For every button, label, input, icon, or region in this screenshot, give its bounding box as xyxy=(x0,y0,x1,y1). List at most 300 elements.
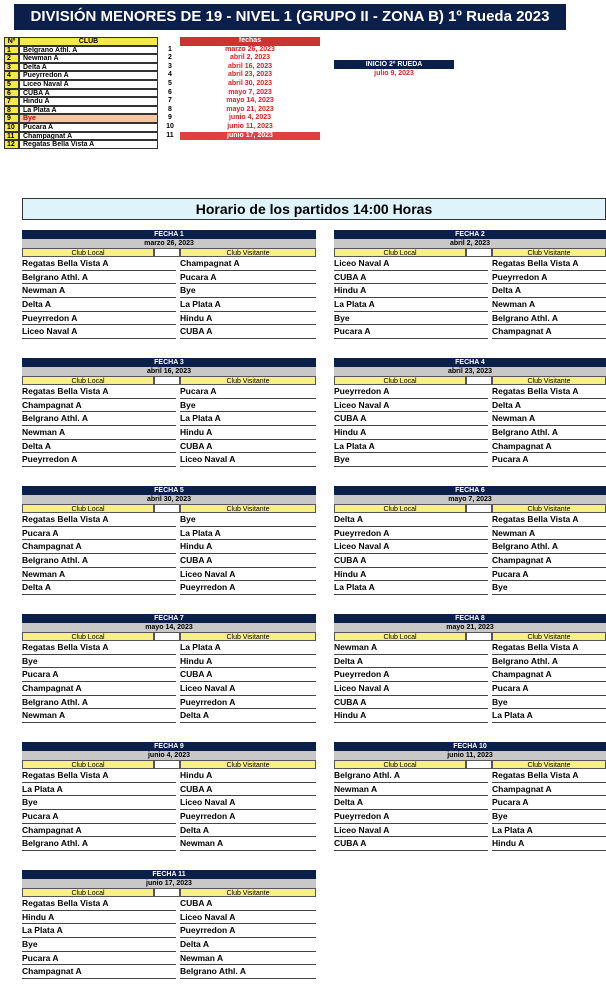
home-team: Regatas Bella Vista A xyxy=(22,769,176,783)
club-row xyxy=(4,123,158,132)
home-team: Regatas Bella Vista A xyxy=(22,513,176,527)
visitor-column-label: Club Visitante xyxy=(492,248,606,257)
home-team: Hindu A xyxy=(22,911,176,925)
round-title: FECHA 10 xyxy=(334,742,606,751)
club-name: Newman A xyxy=(19,54,158,63)
round-title: FECHA 6 xyxy=(334,486,606,495)
round-date: mayo 14, 2023 xyxy=(22,623,316,632)
club-name: La Plata A xyxy=(19,106,158,115)
match-row xyxy=(334,682,606,696)
date-index: 10 xyxy=(166,122,174,130)
away-team: Belgrano Athl. A xyxy=(492,655,606,669)
club-name: Delta A xyxy=(19,63,158,72)
match-row xyxy=(334,668,606,682)
club-number: 2 xyxy=(4,54,19,63)
local-column-label: Club Local xyxy=(22,888,154,897)
date-row xyxy=(160,63,320,72)
round-columns xyxy=(334,504,606,513)
home-team: Delta A xyxy=(334,655,488,669)
away-team: La Plata A xyxy=(492,824,606,838)
club-name-header: CLUB xyxy=(19,37,158,46)
away-team: Liceo Naval A xyxy=(180,911,316,925)
match-row xyxy=(22,837,316,851)
match-time-banner: Horario de los partidos 14:00 Horas xyxy=(22,198,606,220)
home-team: Delta A xyxy=(22,581,176,595)
match-row xyxy=(334,568,606,582)
date-index: 5 xyxy=(168,79,172,87)
column-gap xyxy=(466,248,492,257)
away-team: Newman A xyxy=(492,412,606,426)
away-team: Delta A xyxy=(492,399,606,413)
home-team: Newman A xyxy=(334,783,488,797)
match-row xyxy=(334,298,606,312)
match-row xyxy=(22,668,316,682)
match-row xyxy=(334,453,606,467)
match-row xyxy=(22,453,316,467)
match-row xyxy=(334,554,606,568)
away-team: Bye xyxy=(180,513,316,527)
round-block xyxy=(334,742,606,851)
club-number: 8 xyxy=(4,106,19,115)
home-team: Champagnat A xyxy=(22,682,176,696)
second-round-date: julio 9, 2023 xyxy=(374,70,414,77)
round-block xyxy=(334,486,606,595)
away-team: Regatas Bella Vista A xyxy=(492,641,606,655)
club-row xyxy=(4,97,158,106)
away-team: CUBA A xyxy=(180,668,316,682)
local-column-label: Club Local xyxy=(22,376,154,385)
round-columns xyxy=(334,760,606,769)
match-row xyxy=(334,527,606,541)
home-team: Hindu A xyxy=(334,709,488,723)
club-number: 7 xyxy=(4,97,19,106)
match-row xyxy=(334,440,606,454)
date-value: abril 16, 2023 xyxy=(228,62,272,70)
date-value: mayo 21, 2023 xyxy=(226,105,274,113)
away-team: Champagnat A xyxy=(492,440,606,454)
home-team: Newman A xyxy=(334,641,488,655)
match-row xyxy=(22,952,316,966)
away-team: Pueyrredon A xyxy=(180,696,316,710)
column-gap xyxy=(466,760,492,769)
club-name: Liceo Naval A xyxy=(19,80,158,89)
club-number: 1 xyxy=(4,46,19,55)
away-team: Pueyrredon A xyxy=(180,810,316,824)
match-row xyxy=(22,284,316,298)
home-team: Pueyrredon A xyxy=(334,527,488,541)
local-column-label: Club Local xyxy=(334,760,466,769)
round-columns xyxy=(22,248,316,257)
round-date: junio 4, 2023 xyxy=(22,751,316,760)
match-row xyxy=(22,709,316,723)
match-row xyxy=(22,810,316,824)
club-name: Belgrano Athl. A xyxy=(19,46,158,55)
home-team: Regatas Bella Vista A xyxy=(22,257,176,271)
home-team: Delta A xyxy=(334,513,488,527)
home-team: Newman A xyxy=(22,284,176,298)
home-team: CUBA A xyxy=(334,554,488,568)
round-columns xyxy=(334,376,606,385)
club-row xyxy=(4,71,158,80)
home-team: Delta A xyxy=(22,440,176,454)
away-team: Belgrano Athl. A xyxy=(492,312,606,326)
date-row xyxy=(160,46,320,55)
match-row xyxy=(22,682,316,696)
home-team: Newman A xyxy=(22,426,176,440)
club-row xyxy=(4,46,158,55)
match-row xyxy=(22,641,316,655)
home-team: Bye xyxy=(22,796,176,810)
match-row xyxy=(22,440,316,454)
date-row xyxy=(160,54,320,63)
round-columns xyxy=(22,632,316,641)
home-team: Newman A xyxy=(22,568,176,582)
date-index: 6 xyxy=(168,88,172,96)
away-team: La Plata A xyxy=(180,527,316,541)
away-team: Belgrano Athl. A xyxy=(180,965,316,979)
visitor-column-label: Club Visitante xyxy=(180,504,316,513)
club-number: 11 xyxy=(4,132,19,141)
dates-header: fechas xyxy=(180,37,320,46)
date-value: abril 2, 2023 xyxy=(229,54,271,62)
away-team: CUBA A xyxy=(180,440,316,454)
match-row xyxy=(22,568,316,582)
match-row xyxy=(22,298,316,312)
club-row xyxy=(4,63,158,72)
date-row xyxy=(160,106,320,115)
round-title: FECHA 9 xyxy=(22,742,316,751)
away-team: Champagnat A xyxy=(492,554,606,568)
round-date: junio 11, 2023 xyxy=(334,751,606,760)
away-team: Regatas Bella Vista A xyxy=(492,769,606,783)
date-value: junio 17, 2023 xyxy=(180,132,320,141)
local-column-label: Club Local xyxy=(334,632,466,641)
round-title: FECHA 2 xyxy=(334,230,606,239)
away-team: Belgrano Athl. A xyxy=(492,426,606,440)
home-team: Champagnat A xyxy=(22,824,176,838)
home-team: CUBA A xyxy=(334,696,488,710)
club-row xyxy=(4,132,158,141)
home-team: Newman A xyxy=(22,709,176,723)
round-block xyxy=(22,486,316,595)
home-team: Champagnat A xyxy=(22,540,176,554)
round-block xyxy=(22,614,316,723)
round-columns xyxy=(334,248,606,257)
match-row xyxy=(22,965,316,979)
round-date: abril 23, 2023 xyxy=(334,367,606,376)
away-team: Pueyrredon A xyxy=(180,581,316,595)
home-team: Pueyrredon A xyxy=(334,385,488,399)
home-team: Liceo Naval A xyxy=(22,325,176,339)
home-team: Delta A xyxy=(22,298,176,312)
home-team: Liceo Naval A xyxy=(334,540,488,554)
round-date: mayo 21, 2023 xyxy=(334,623,606,632)
match-row xyxy=(22,513,316,527)
round-block xyxy=(22,870,316,979)
column-gap xyxy=(154,632,180,641)
local-column-label: Club Local xyxy=(22,632,154,641)
match-row xyxy=(334,325,606,339)
column-gap xyxy=(466,376,492,385)
round-columns xyxy=(22,376,316,385)
match-row xyxy=(334,769,606,783)
round-date: marzo 26, 2023 xyxy=(22,239,316,248)
home-team: Pucara A xyxy=(22,952,176,966)
round-title: FECHA 8 xyxy=(334,614,606,623)
visitor-column-label: Club Visitante xyxy=(180,376,316,385)
home-team: Regatas Bella Vista A xyxy=(22,385,176,399)
away-team: Pucara A xyxy=(492,796,606,810)
date-index: 8 xyxy=(168,105,172,113)
match-row xyxy=(334,709,606,723)
visitor-column-label: Club Visitante xyxy=(492,504,606,513)
away-team: Delta A xyxy=(180,824,316,838)
away-team: Champagnat A xyxy=(492,783,606,797)
date-row xyxy=(160,97,320,106)
home-team: La Plata A xyxy=(334,440,488,454)
home-team: Hindu A xyxy=(334,426,488,440)
visitor-column-label: Club Visitante xyxy=(180,888,316,897)
second-round-start xyxy=(334,60,454,79)
column-gap xyxy=(154,504,180,513)
match-row xyxy=(334,837,606,851)
date-index: 1 xyxy=(168,45,172,53)
away-team: Hindu A xyxy=(180,312,316,326)
away-team: Belgrano Athl. A xyxy=(492,540,606,554)
date-index: 9 xyxy=(168,114,172,122)
away-team: Bye xyxy=(180,284,316,298)
date-value: abril 23, 2023 xyxy=(228,71,272,79)
home-team: Pueyrredon A xyxy=(334,668,488,682)
away-team: CUBA A xyxy=(180,783,316,797)
club-row xyxy=(4,106,158,115)
clubs-table-header xyxy=(4,37,158,46)
home-team: La Plata A xyxy=(334,581,488,595)
away-team: Pucara A xyxy=(492,682,606,696)
away-team: Pueyrredon A xyxy=(492,271,606,285)
dates-table xyxy=(160,37,320,140)
date-index: 4 xyxy=(168,71,172,79)
match-row xyxy=(22,824,316,838)
club-number: 10 xyxy=(4,123,19,132)
away-team: Newman A xyxy=(492,527,606,541)
match-row xyxy=(22,938,316,952)
match-row xyxy=(334,581,606,595)
away-team: Regatas Bella Vista A xyxy=(492,513,606,527)
away-team: CUBA A xyxy=(180,897,316,911)
round-columns xyxy=(22,504,316,513)
match-row xyxy=(22,581,316,595)
round-date: junio 17, 2023 xyxy=(22,879,316,888)
home-team: Pueyrredon A xyxy=(334,810,488,824)
home-team: Pucara A xyxy=(22,527,176,541)
away-team: Champagnat A xyxy=(180,257,316,271)
date-value: mayo 14, 2023 xyxy=(226,97,274,105)
away-team: Hindu A xyxy=(492,837,606,851)
away-team: Hindu A xyxy=(180,540,316,554)
match-row xyxy=(334,385,606,399)
visitor-column-label: Club Visitante xyxy=(180,632,316,641)
round-block xyxy=(22,358,316,467)
match-row xyxy=(22,257,316,271)
home-team: Liceo Naval A xyxy=(334,824,488,838)
date-value: junio 4, 2023 xyxy=(228,114,272,122)
away-team: Liceo Naval A xyxy=(180,453,316,467)
match-row xyxy=(334,257,606,271)
round-date: abril 30, 2023 xyxy=(22,495,316,504)
match-row xyxy=(334,513,606,527)
away-team: Regatas Bella Vista A xyxy=(492,257,606,271)
visitor-column-label: Club Visitante xyxy=(180,760,316,769)
away-team: Hindu A xyxy=(180,426,316,440)
home-team: CUBA A xyxy=(334,271,488,285)
club-name: Hindu A xyxy=(19,97,158,106)
away-team: Delta A xyxy=(492,284,606,298)
home-team: Pucara A xyxy=(22,810,176,824)
away-team: La Plata A xyxy=(180,298,316,312)
home-team: Bye xyxy=(334,312,488,326)
date-row xyxy=(160,71,320,80)
column-gap xyxy=(154,248,180,257)
club-row xyxy=(4,54,158,63)
away-team: Liceo Naval A xyxy=(180,682,316,696)
home-team: CUBA A xyxy=(334,412,488,426)
away-team: Delta A xyxy=(180,709,316,723)
match-row xyxy=(22,385,316,399)
match-row xyxy=(22,412,316,426)
date-index: 3 xyxy=(168,62,172,70)
date-index: 7 xyxy=(168,97,172,105)
match-row xyxy=(334,810,606,824)
club-name: Pucara A xyxy=(19,123,158,132)
home-team: La Plata A xyxy=(22,924,176,938)
away-team: Newman A xyxy=(492,298,606,312)
match-row xyxy=(334,696,606,710)
column-gap xyxy=(466,504,492,513)
away-team: Bye xyxy=(492,810,606,824)
away-team: Pucara A xyxy=(180,385,316,399)
match-row xyxy=(22,554,316,568)
away-team: Pucara A xyxy=(492,453,606,467)
date-index: 11 xyxy=(166,131,174,139)
match-row xyxy=(22,769,316,783)
club-row xyxy=(4,114,158,123)
date-row xyxy=(160,114,320,123)
column-gap xyxy=(154,760,180,769)
home-team: Liceo Naval A xyxy=(334,399,488,413)
club-number: 5 xyxy=(4,80,19,89)
club-number: 4 xyxy=(4,71,19,80)
visitor-column-label: Club Visitante xyxy=(492,376,606,385)
match-row xyxy=(22,924,316,938)
away-team: Bye xyxy=(492,696,606,710)
local-column-label: Club Local xyxy=(22,248,154,257)
club-name: Pueyrredon A xyxy=(19,71,158,80)
date-value: marzo 26, 2023 xyxy=(225,45,275,53)
home-team: Belgrano Athl. A xyxy=(22,271,176,285)
round-title: FECHA 1 xyxy=(22,230,316,239)
date-row xyxy=(160,132,320,141)
home-team: Pucara A xyxy=(22,668,176,682)
away-team: La Plata A xyxy=(492,709,606,723)
round-title: FECHA 4 xyxy=(334,358,606,367)
local-column-label: Club Local xyxy=(22,760,154,769)
round-block xyxy=(334,358,606,467)
local-column-label: Club Local xyxy=(334,504,466,513)
away-team: Champagnat A xyxy=(492,325,606,339)
home-team: Liceo Naval A xyxy=(334,257,488,271)
away-team: CUBA A xyxy=(180,554,316,568)
home-team: Champagnat A xyxy=(22,965,176,979)
home-team: Belgrano Athl. A xyxy=(22,412,176,426)
club-row xyxy=(4,140,158,149)
date-row xyxy=(160,123,320,132)
home-team: Bye xyxy=(22,938,176,952)
local-column-label: Club Local xyxy=(22,504,154,513)
date-row xyxy=(160,89,320,98)
away-team: Liceo Naval A xyxy=(180,568,316,582)
date-value: junio 11, 2023 xyxy=(227,122,273,130)
home-team: Regatas Bella Vista A xyxy=(22,641,176,655)
club-row xyxy=(4,80,158,89)
match-row xyxy=(22,783,316,797)
away-team: Newman A xyxy=(180,837,316,851)
home-team: Hindu A xyxy=(334,284,488,298)
home-team: La Plata A xyxy=(22,783,176,797)
match-row xyxy=(334,412,606,426)
match-row xyxy=(22,426,316,440)
club-name: Bye xyxy=(19,114,158,123)
round-date: abril 2, 2023 xyxy=(334,239,606,248)
away-team: La Plata A xyxy=(180,641,316,655)
round-block xyxy=(22,742,316,851)
date-value: mayo 7, 2023 xyxy=(228,88,272,96)
match-row xyxy=(334,312,606,326)
home-team: Belgrano Athl. A xyxy=(22,696,176,710)
away-team: Bye xyxy=(180,399,316,413)
home-team: Belgrano Athl. A xyxy=(334,769,488,783)
away-team: Pueyrredon A xyxy=(180,924,316,938)
match-row xyxy=(22,271,316,285)
away-team: Newman A xyxy=(180,952,316,966)
match-row xyxy=(22,655,316,669)
round-block xyxy=(22,230,316,339)
home-team: Hindu A xyxy=(334,568,488,582)
round-block xyxy=(334,230,606,339)
match-row xyxy=(22,527,316,541)
home-team: Pueyrredon A xyxy=(22,453,176,467)
home-team: Bye xyxy=(334,453,488,467)
round-columns xyxy=(22,888,316,897)
round-columns xyxy=(334,632,606,641)
match-row xyxy=(334,399,606,413)
home-team: Champagnat A xyxy=(22,399,176,413)
match-row xyxy=(334,655,606,669)
away-team: Bye xyxy=(492,581,606,595)
match-row xyxy=(334,426,606,440)
club-name: Champagnat A xyxy=(19,132,158,141)
round-block xyxy=(334,614,606,723)
match-row xyxy=(22,897,316,911)
match-row xyxy=(22,540,316,554)
away-team: Champagnat A xyxy=(492,668,606,682)
home-team: Bye xyxy=(22,655,176,669)
match-row xyxy=(22,911,316,925)
match-row xyxy=(334,641,606,655)
match-row xyxy=(22,399,316,413)
round-date: mayo 7, 2023 xyxy=(334,495,606,504)
second-round-label: INICIO 2º RUEDA xyxy=(334,60,454,69)
